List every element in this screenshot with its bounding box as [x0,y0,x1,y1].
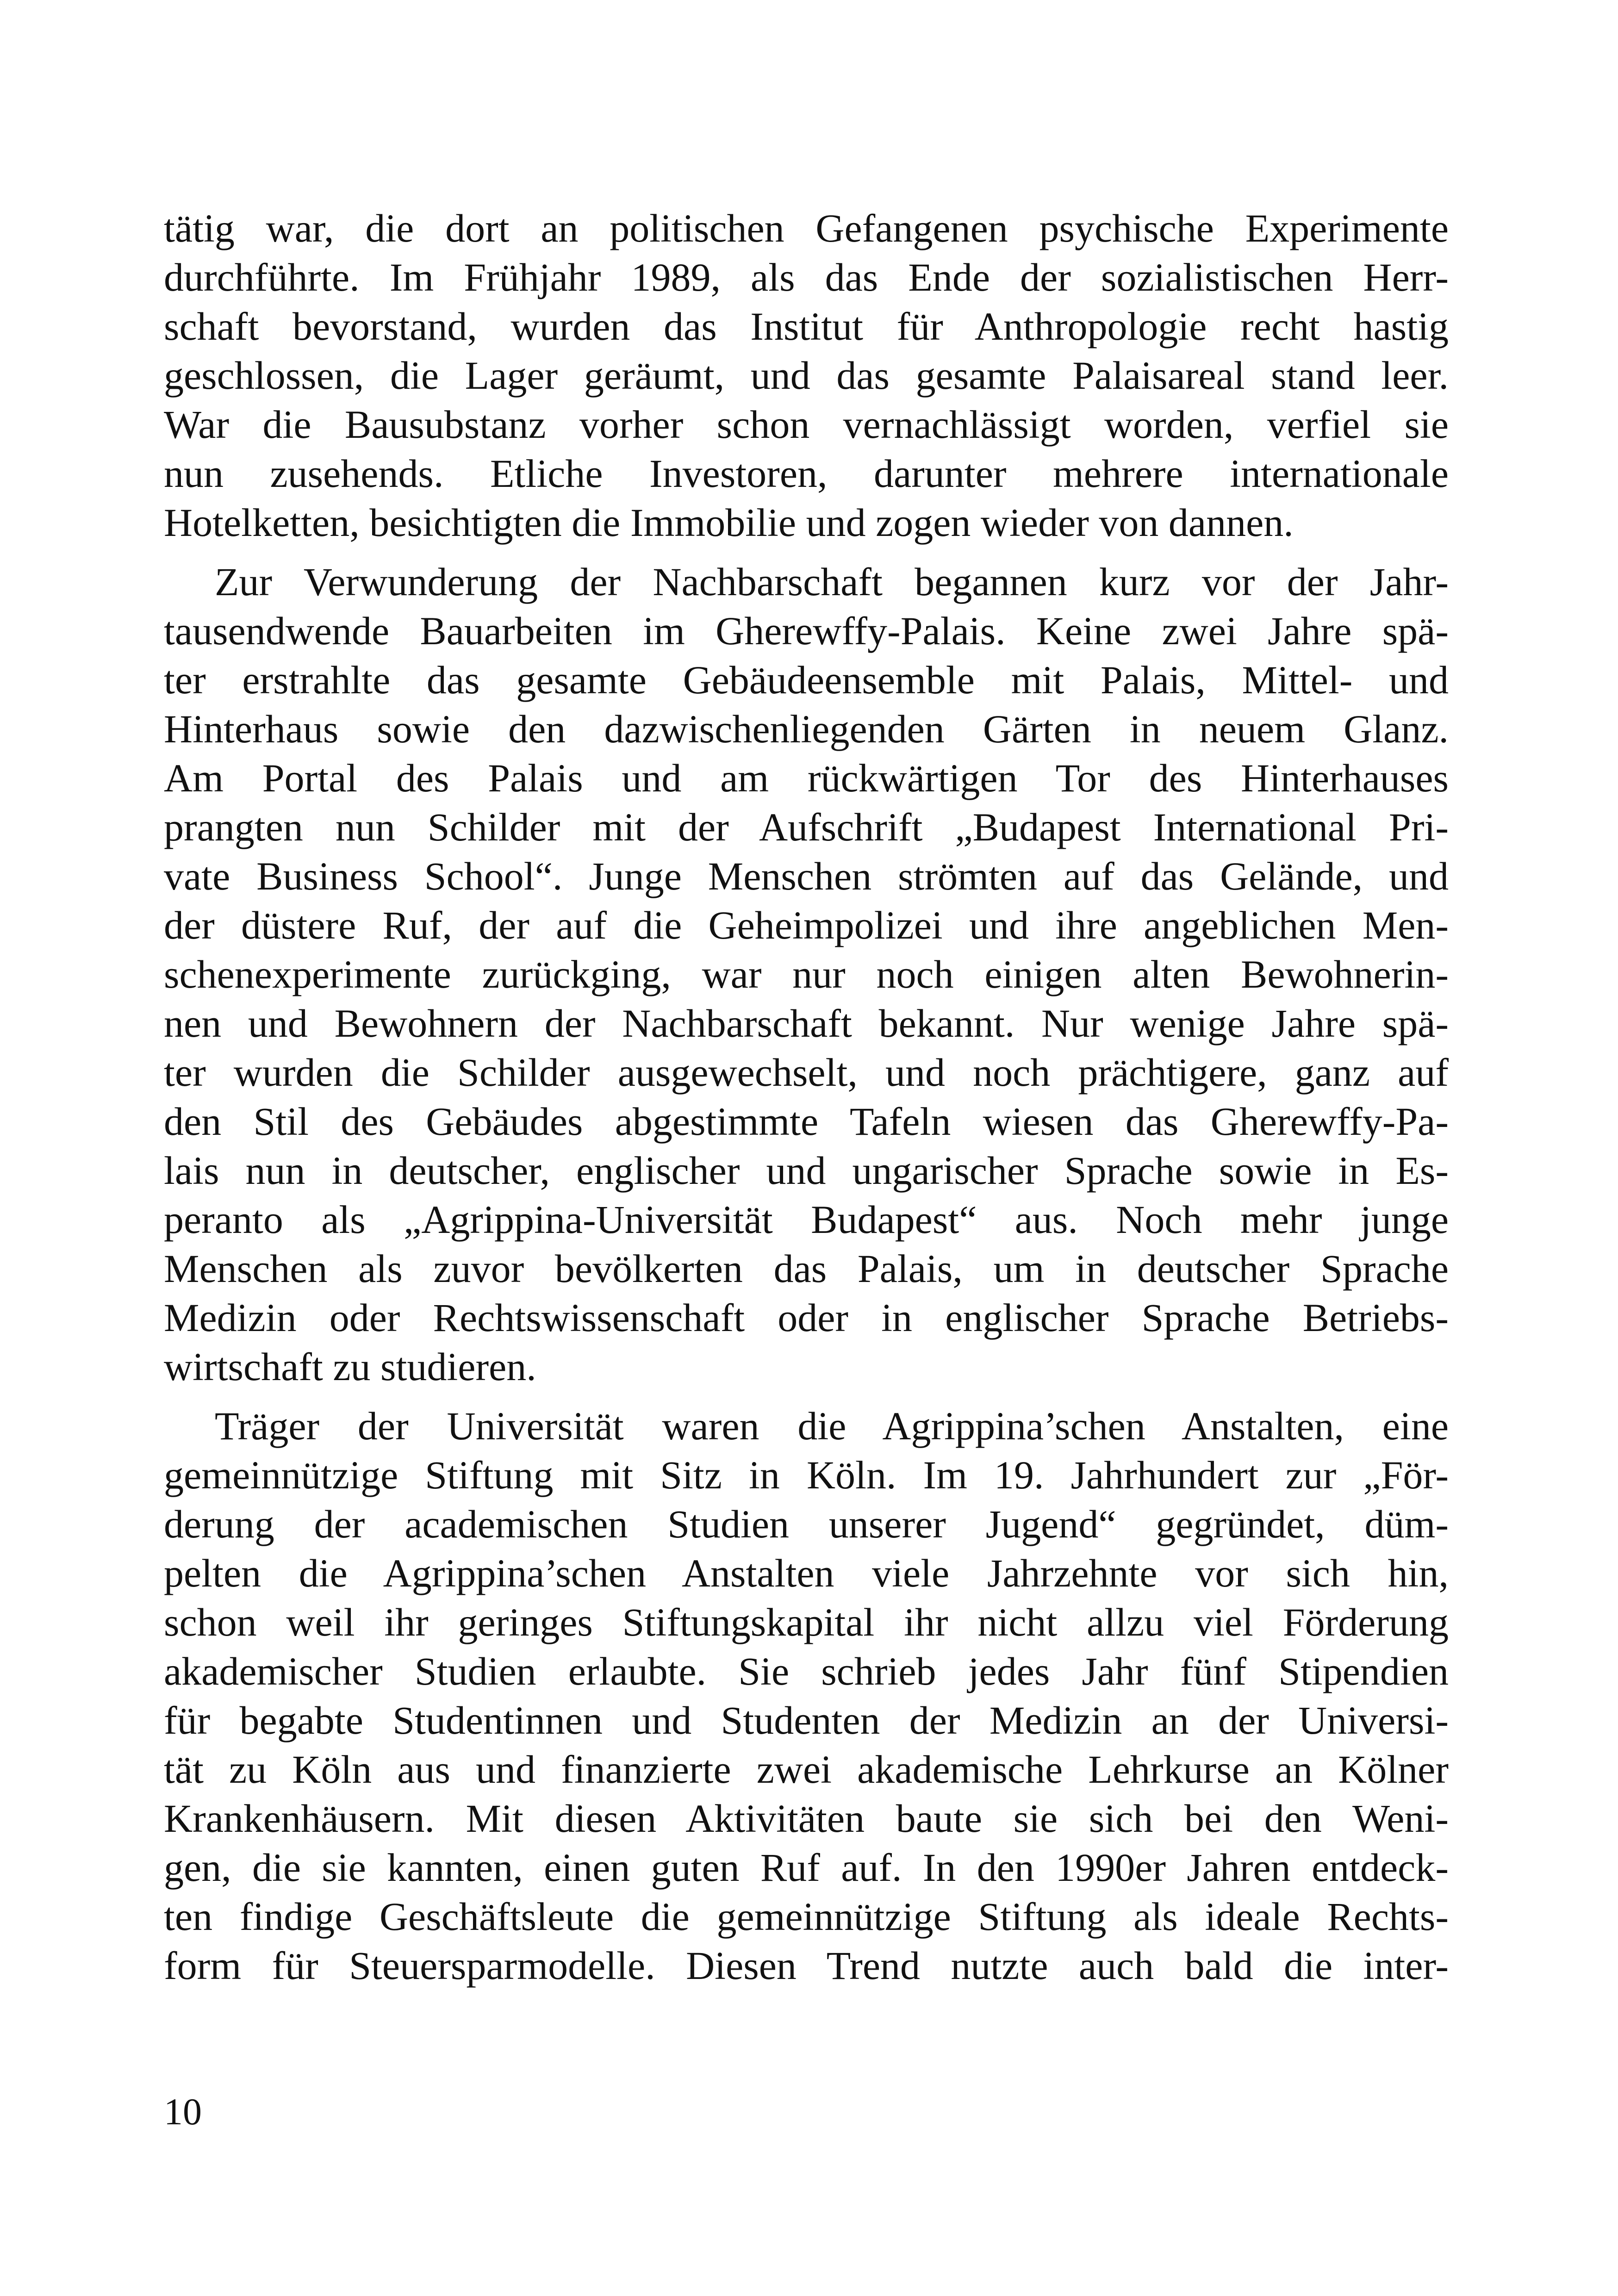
text-line: geschlossen, die Lager geräumt, und das gesamte Palaisareal stand leer. [164,353,1449,398]
text-line: ter erstrahlte das gesamte Gebäudeensemble mit Palais, Mittel- und [164,658,1449,702]
text-line: nun zusehends. Etliche Investoren, darunter mehrere internationale [164,451,1449,496]
text-line: pelten die Agrippina’schen Anstalten viele Jahrzehnte vor sich hin, [164,1551,1449,1595]
text-line: tätig war, die dort an politischen Gefangenen psychische Experimente [164,206,1449,250]
paragraph-2 [164,557,1449,1391]
text-line: lais nun in deutscher, englischer und ungarischer Sprache sowie in Es- [164,1148,1449,1193]
text-line: form für Steuersparmodelle. Diesen Trend nutzte auch bald die inter- [164,1943,1449,1988]
text-line: ten findige Geschäftsleute die gemeinnützige Stiftung als ideale Rechts- [164,1894,1449,1939]
text-line: Menschen als zuvor bevölkerten das Palais, um in deutscher Sprache [164,1246,1449,1291]
text-line: schaft bevorstand, wurden das Institut für Anthropologie recht hastig [164,304,1449,348]
body-text [164,204,1449,1990]
text-line: Hinterhaus sowie den dazwischenliegenden Gärten in neuem Glanz. [164,707,1449,751]
text-line: Träger der Universität waren die Agrippina’schen Anstalten, eine [215,1404,1449,1448]
text-line: der düstere Ruf, der auf die Geheimpolizei und ihre angeblichen Men- [164,903,1449,947]
text-line: den Stil des Gebäudes abgestimmte Tafeln wiesen das Gherewffy-Pa- [164,1099,1449,1144]
text-line: ter wurden die Schilder ausgewechselt, und noch prächtigere, ganz auf [164,1050,1449,1095]
text-line: gen, die sie kannten, einen guten Ruf auf. In den 1990er Jahren entdeck- [164,1845,1449,1890]
text-line: gemeinnützige Stiftung mit Sitz in Köln. Im 19. Jahrhundert zur „För- [164,1453,1449,1497]
text-line: Krankenhäusern. Mit diesen Aktivitäten baute sie sich bei den Weni- [164,1796,1449,1841]
page-number: 10 [164,2091,202,2133]
text-line: derung der academischen Studien unserer Jugend“ gegründet, düm- [164,1502,1449,1546]
text-line: für begabte Studentinnen und Studenten der Medizin an der Universi- [164,1698,1449,1742]
paragraph-3 [164,1401,1449,1990]
text-line: wirtschaft zu studieren. [164,1344,536,1389]
text-line: Hotelketten, besichtigten die Immobilie und zogen wieder von dannen. [164,500,1294,545]
text-line: akademischer Studien erlaubte. Sie schrieb jedes Jahr fünf Stipendien [164,1649,1449,1693]
text-line: schenexperimente zurückging, war nur noch einigen alten Bewohnerin- [164,952,1449,996]
text-line: durchführte. Im Frühjahr 1989, als das Ende der sozialistischen Herr- [164,255,1449,299]
text-line: peranto als „Agrippina-Universität Budapest“ aus. Noch mehr junge [164,1197,1449,1242]
text-line: nen und Bewohnern der Nachbarschaft bekannt. Nur wenige Jahre spä- [164,1001,1449,1045]
text-line: vate Business School“. Junge Menschen strömten auf das Gelände, und [164,854,1449,898]
text-line: tausendwende Bauarbeiten im Gherewffy-Palais. Keine zwei Jahre spä- [164,609,1449,653]
text-line: Am Portal des Palais und am rückwärtigen Tor des Hinterhauses [164,756,1449,800]
text-line: Medizin oder Rechtswissenschaft oder in englischer Sprache Betriebs- [164,1295,1449,1340]
paragraph-gap [164,1391,1449,1401]
paragraph-1 [164,204,1449,547]
paragraph-gap [164,547,1449,557]
text-line: tät zu Köln aus und finanzierte zwei akademische Lehrkurse an Kölner [164,1747,1449,1792]
text-line: prangten nun Schilder mit der Aufschrift „Budapest International Pri- [164,805,1449,849]
text-line: schon weil ihr geringes Stiftungskapital ihr nicht allzu viel Förderung [164,1600,1449,1644]
text-line: War die Bausubstanz vorher schon vernachlässigt worden, verfiel sie [164,402,1449,447]
text-line: Zur Verwunderung der Nachbarschaft begannen kurz vor der Jahr- [215,560,1449,604]
